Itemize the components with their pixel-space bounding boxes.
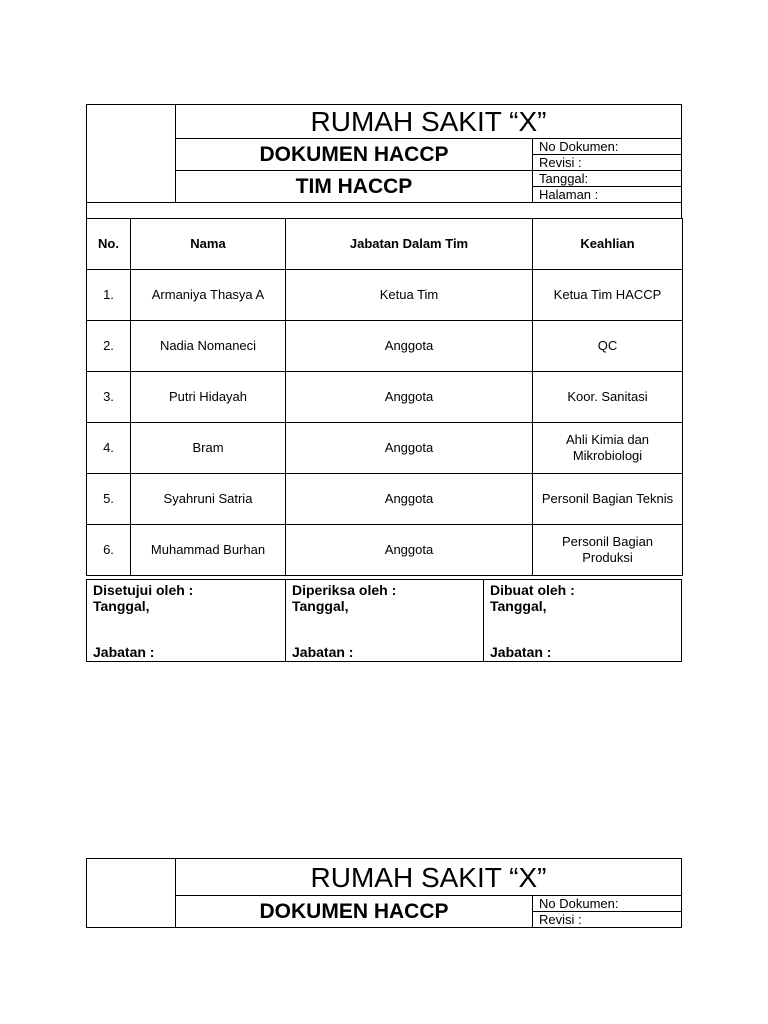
team-table [86,218,683,576]
table-row [87,270,683,321]
cell-jabatan: Anggota [286,525,533,576]
cell-no: 6. [87,525,131,576]
cell-jabatan: Anggota [286,372,533,423]
signature-approved-position: Jabatan : [93,644,155,660]
meta-no-dokumen: No Dokumen: [532,138,682,155]
col-header-keahlian: Keahlian [533,219,683,270]
cell-keahlian: Ketua Tim HACCP [533,270,683,321]
signature-checked [285,579,484,662]
signature-made-date: Tanggal, [490,598,547,614]
cell-keahlian: Personil Bagian Teknis [533,474,683,525]
document-title: DOKUMEN HACCP [175,138,533,171]
page2-meta-no-dokumen: No Dokumen: [532,895,682,912]
signature-checked-position: Jabatan : [292,644,354,660]
col-header-jabatan: Jabatan Dalam Tim [286,219,533,270]
signature-made-title: Dibuat oleh : [490,582,575,598]
cell-nama: Syahruni Satria [131,474,286,525]
signature-approved-title: Disetujui oleh : [93,582,194,598]
cell-jabatan: Anggota [286,321,533,372]
signature-approved-date: Tanggal, [93,598,150,614]
signature-made [483,579,682,662]
cell-nama: Putri Hidayah [131,372,286,423]
cell-nama: Muhammad Burhan [131,525,286,576]
signature-made-position: Jabatan : [490,644,552,660]
cell-no: 5. [87,474,131,525]
cell-keahlian: Koor. Sanitasi [533,372,683,423]
cell-no: 2. [87,321,131,372]
cell-no: 1. [87,270,131,321]
table-row [87,423,683,474]
cell-no: 4. [87,423,131,474]
meta-halaman: Halaman : [532,186,682,203]
page2-hospital-title: RUMAH SAKIT “X” [175,858,682,896]
signature-approved [86,579,286,662]
team-title: TIM HACCP [175,170,533,203]
table-header-row [87,219,683,270]
table-row [87,372,683,423]
cell-nama: Nadia Nomaneci [131,321,286,372]
hospital-title: RUMAH SAKIT “X” [175,104,682,139]
cell-jabatan: Anggota [286,474,533,525]
table-row [87,321,683,372]
page2-logo-cell [86,858,176,928]
signature-checked-date: Tanggal, [292,598,349,614]
table-row [87,525,683,576]
cell-jabatan: Ketua Tim [286,270,533,321]
table-row [87,474,683,525]
meta-revisi: Revisi : [532,154,682,171]
cell-keahlian: QC [533,321,683,372]
page2-document-title: DOKUMEN HACCP [175,895,533,928]
cell-keahlian: Personil Bagian Produksi [533,525,683,576]
col-header-nama: Nama [131,219,286,270]
col-header-no: No. [87,219,131,270]
cell-no: 3. [87,372,131,423]
signature-checked-title: Diperiksa oleh : [292,582,397,598]
cell-jabatan: Anggota [286,423,533,474]
cell-nama: Armaniya Thasya A [131,270,286,321]
logo-cell [86,104,176,203]
page2-meta-revisi: Revisi : [532,911,682,928]
cell-nama: Bram [131,423,286,474]
meta-tanggal: Tanggal: [532,170,682,187]
cell-keahlian: Ahli Kimia dan Mikrobiologi [533,423,683,474]
